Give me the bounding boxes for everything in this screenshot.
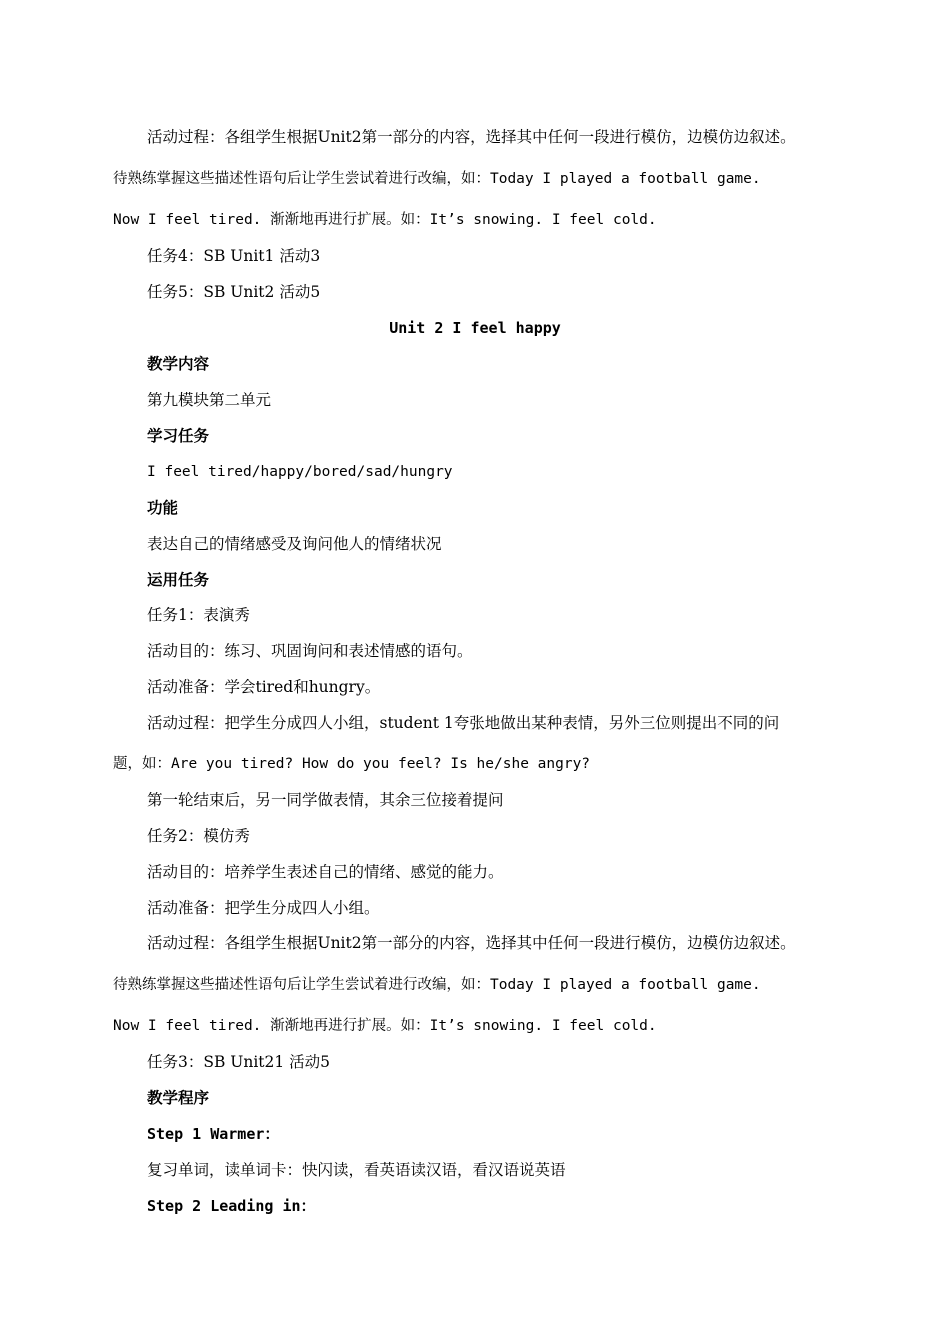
heading-function: 功能 (147, 498, 179, 517)
paragraph-line: 题，如：Are you tired? How do you feel? Is he/she angry? (113, 756, 591, 772)
heading-learning-tasks: 学习任务 (147, 426, 210, 445)
paragraph-line: 表达自己的情绪感受及询问他人的情绪状况 (147, 535, 442, 553)
paragraph-line: 活动目的：练习、巩固询问和表述情感的语句。 (147, 642, 473, 660)
paragraph-line: 第九模块第二单元 (147, 391, 272, 409)
heading-teaching-procedure: 教学程序 (147, 1088, 210, 1107)
paragraph-line: 活动准备：把学生分成四人小组。 (147, 899, 380, 917)
paragraph-line: 活动目的：培养学生表述自己的情绪、感觉的能力。 (147, 863, 504, 881)
paragraph-line: 活动准备：学会tired和hungry。 (147, 678, 381, 696)
section-title: Unit 2 I feel happy (389, 319, 561, 337)
paragraph-line: Now I feel tired. 渐渐地再进行扩展。如：It’s snowing. I feel cold. (113, 212, 657, 228)
task-line: 任务5：SB Unit2 活动5 (147, 283, 321, 301)
paragraph-line: Now I feel tired. 渐渐地再进行扩展。如：It’s snowing. I feel cold. (113, 1018, 657, 1034)
task-line: 任务2：模仿秀 (147, 827, 250, 845)
paragraph-line: 待熟练掌握这些描述性语句后让学生尝试着进行改编，如：Today I played a football game. (113, 977, 761, 993)
paragraph-line: 第一轮结束后，另一同学做表情，其余三位接着提问 (147, 791, 504, 809)
step-heading: Step 2 Leading in： (147, 1197, 316, 1215)
task-line: 任务1：表演秀 (147, 606, 250, 624)
heading-teaching-content: 教学内容 (147, 354, 210, 373)
task-line: 任务3：SB Unit21 活动5 (147, 1053, 331, 1071)
paragraph-line: 待熟练掌握这些描述性语句后让学生尝试着进行改编，如：Today I played a football game. (113, 171, 761, 187)
paragraph-line: 活动过程：各组学生根据Unit2第一部分的内容，选择其中任何一段进行模仿，边模仿边叙述。 (147, 128, 796, 146)
step-heading: Step 1 Warmer： (147, 1125, 280, 1143)
heading-applied-tasks: 运用任务 (147, 570, 210, 589)
paragraph-line: 活动过程：各组学生根据Unit2第一部分的内容，选择其中任何一段进行模仿，边模仿边叙述。 (147, 934, 796, 952)
paragraph-line: I feel tired/happy/bored/sad/hungry (147, 464, 453, 480)
task-line: 任务4：SB Unit1 活动3 (147, 247, 321, 265)
paragraph-line: 复习单词，读单词卡：快闪读，看英语读汉语，看汉语说英语 (147, 1161, 566, 1179)
paragraph-line: 活动过程：把学生分成四人小组，student 1夸张地做出某种表情，另外三位则提出不同的问 (147, 714, 780, 732)
